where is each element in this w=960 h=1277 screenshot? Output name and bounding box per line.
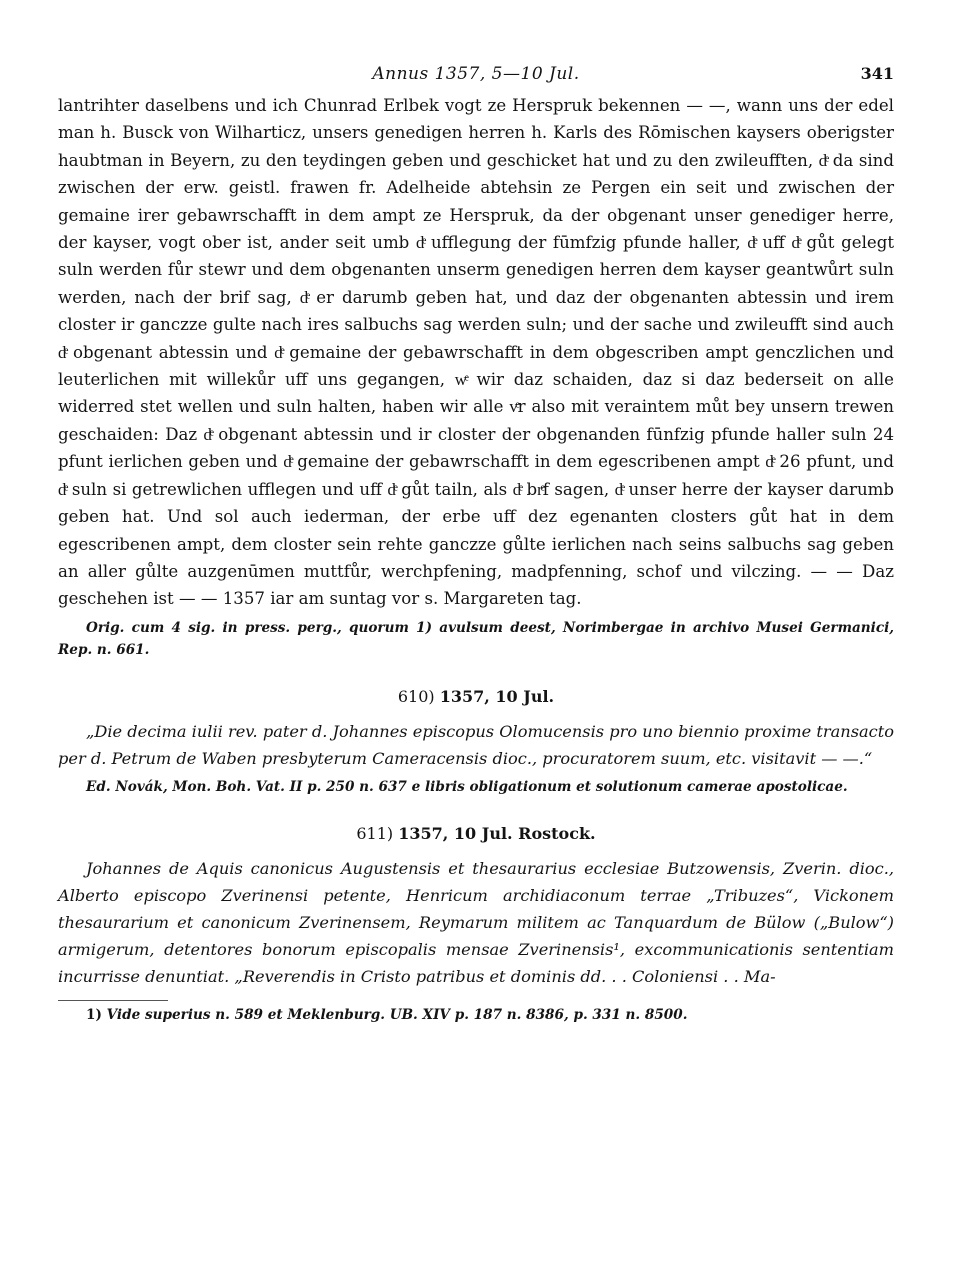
entry-610-date: 1357, 10 Jul. [439, 686, 555, 706]
entry-611-heading [58, 824, 894, 843]
entry-611-date: 1357, 10 Jul. Rostock. [398, 823, 596, 843]
running-head: Annus 1357, 5—10 Jul. [372, 64, 580, 84]
footnote-number: 1) [86, 1006, 102, 1023]
entry-610-number: 610) [397, 686, 435, 706]
entry-610-heading [58, 687, 894, 706]
footnote-divider [58, 1000, 168, 1001]
footnote [86, 1007, 894, 1023]
entry-610-text: „Die decima iulii rev. pater d. Johannes episcopus Olomucensis pro uno biennio proxime transacto per d. Petrum de Waben presbyterum Cameracensis dioc., procuratorem suum, etc. visitavit — —.“ [58, 721, 894, 768]
page-header [58, 58, 894, 92]
entry-610-source: Ed. Novák, Mon. Boh. Vat. II p. 250 n. 637 e libris obligationum et solutionum camerae apostolicae. [86, 778, 848, 795]
footnote-text: Vide superius n. 589 et Meklenburg. UB. XIV p. 187 n. 8386, p. 331 n. 8500. [106, 1006, 688, 1023]
entry-611-number: 611) [356, 823, 394, 843]
entry-611-text: Johannes de Aquis canonicus Augustensis et thesaurarius ecclesiae Butzowensis, Zverin. dioc., Alberto episcopo Zverinensi petente, Henricum archidiaconum terrae „Tribuzes“, Vickonem thesaurarium et canonicum Zverinensem, Reymarum militem ac Tanquardum de Bülow („Bulow“) armigerum, detentores bonorum episcopalis mensae Zverinensis¹, excommunicationis sententiam incurrisse denuntiat. „Reverendis in Cristo patribus et dominis dd. . . Coloniensi . . Ma- [58, 858, 894, 986]
charter-source-note: Orig. cum 4 sig. in press. perg., quorum 1) avulsum deest, Norimbergae in archivo Musei Germanici, Rep. n. 661. [58, 619, 894, 658]
charter-text: lantrihter daselbens und ich Chunrad Erlbek vogt ze Herspruk bekennen — —, wann uns der edel man h. Busck von Wilharticz, unsers genedigen herren h. Karls des Rōmischen kaysers oberigster haubtman in Beyern, zu den teydingen geben und geschicket hat und zu den zwileufften, dͤ da sind zwischen der erw. geistl. frawen fr. Adelheide abtehsin ze Pergen ein seit und zwischen der gemaine irer gebawrschafft in dem ampt ze Herspruk, da der obgenant unser genediger herre, der kayser, vogt ober ist, ander seit umb dͤ ufflegung der fūmfzig pfunde haller, dͤ uff dͤ gůt gelegt suln werden fůr stewr und dem obgenanten unserm genedigen herren dem kayser geantwůrt suln werden, nach der brif sag, dͤ er darumb geben hat, und daz der obgenanten abtessin und irem closter ir ganczze gulte nach ires salbuchs sag werden suln; und der sache und zwileufft sind auch dͤ obgenant abtessin und dͤ gemaine der gebawrschafft in dem obgescriben ampt genczlichen und leuterlichen mit willekůr uff uns gegangen, wͤ wir daz schaiden, daz si daz bederseit on alle widerred stet wellen und suln halten, haben wir alle vͤr also mit veraintem můt bey unsern trewen geschaiden: Daz dͤ obgenant abtessin und ir closter der obgenanden fūnfzig pfunde haller suln 24 pfunt ierlichen geben und dͤ gemaine der gebawrschafft in dem egescribenen ampt dͤ 26 pfunt, und dͤ suln si getrewlichen ufflegen und uff dͤ gůt tailn, als dͤ brͤf sagen, dͤ unser herre der kayser darumb geben hat. Und sol auch iederman, der erbe uff dez egenanten closters gůt hat in dem egescribenen ampt, dem closter sein rehte ganczze gůlte ierlichen nach seins salbuchs sag geben an aller gůlte auzgenūmen muttfůr, werchpfening, madpfenning, schof und vilczing. — — Daz geschehen ist — — 1357 iar am suntag vor s. Margareten tag. [58, 96, 894, 609]
document-page [58, 58, 894, 1023]
page-number: 341 [860, 64, 894, 83]
